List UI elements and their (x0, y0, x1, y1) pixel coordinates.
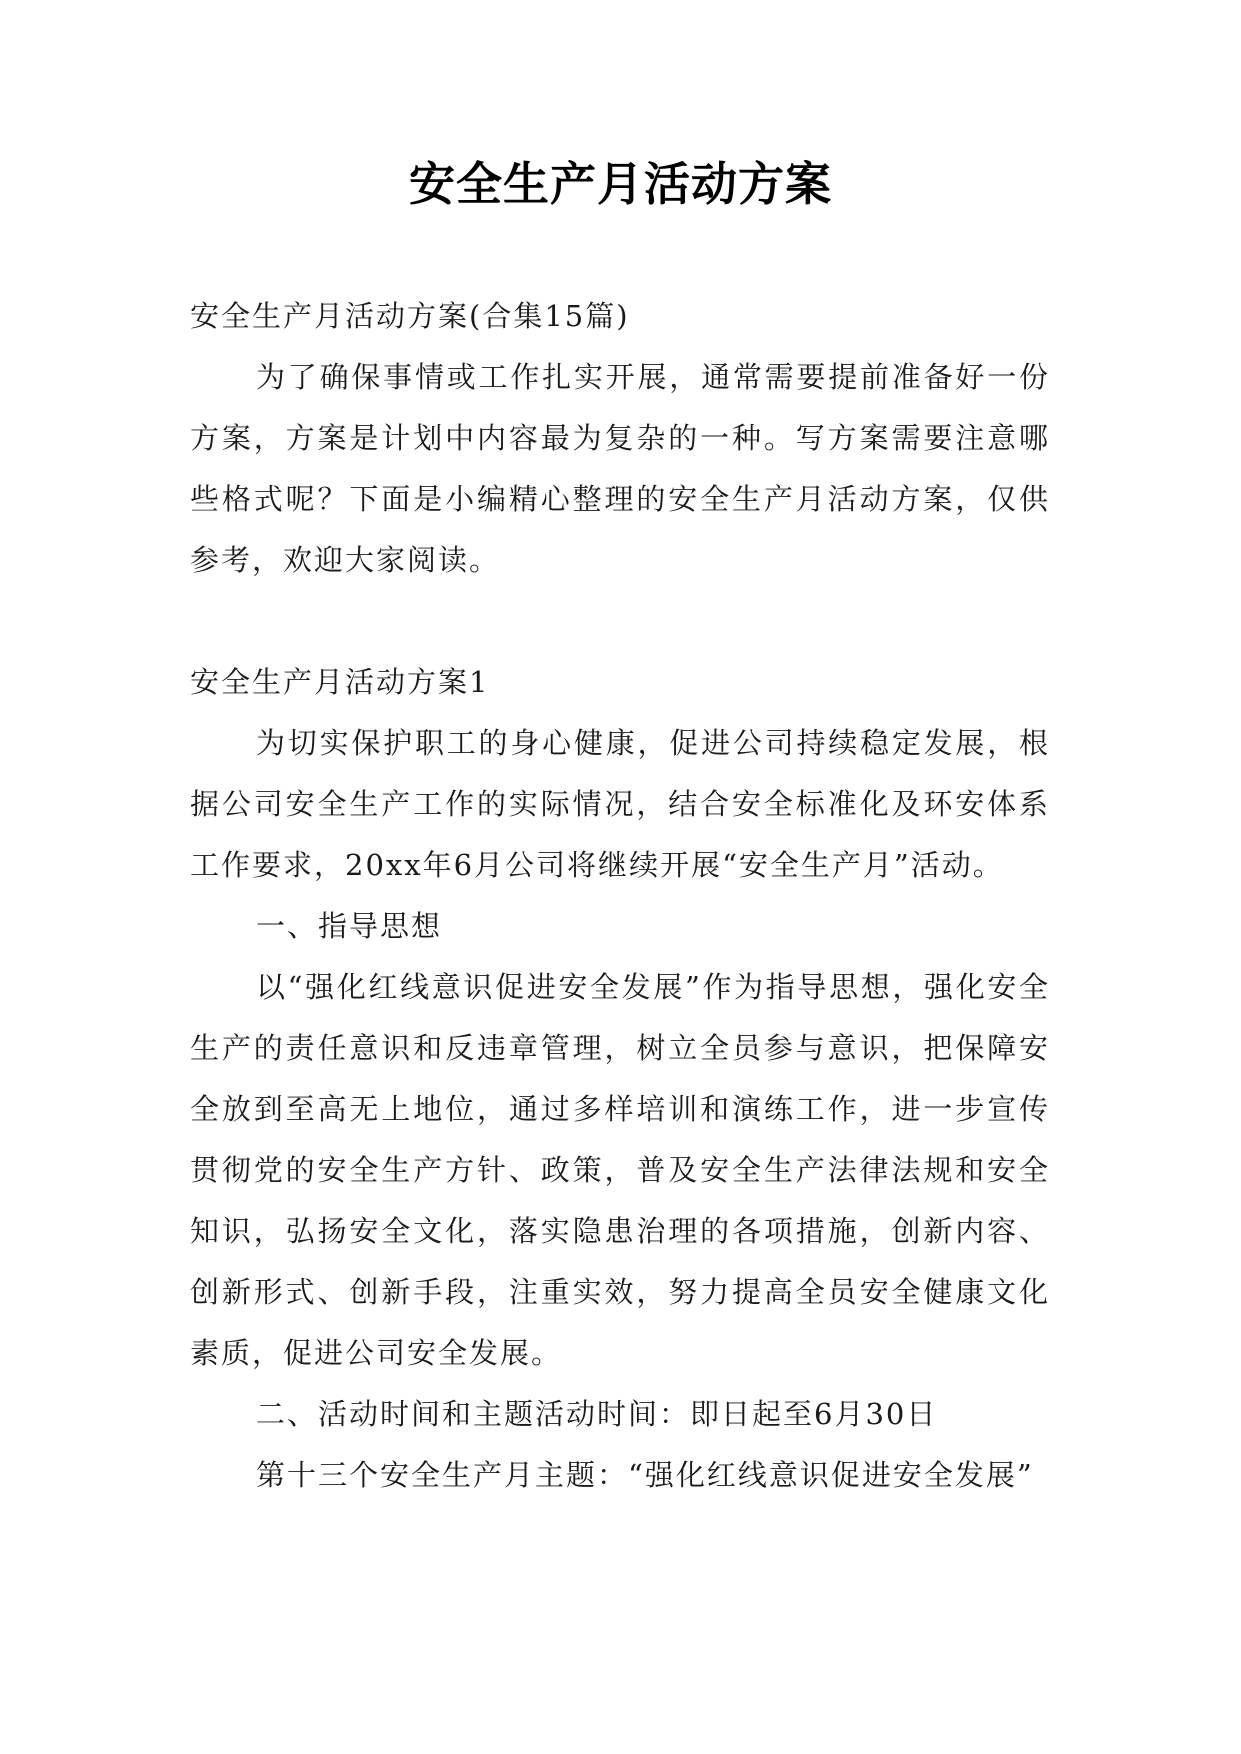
document-body (190, 286, 1050, 1506)
collection-heading: 安全生产月活动方案(合集15篇) (190, 299, 630, 333)
subheading-activity-time: 二、活动时间和主题活动时间：即日起至6月30日 (256, 1397, 938, 1431)
body-paragraph: 以“强化红线意识促进安全发展”作为指导思想，强化安全生产的责任意识和反违章管理，树立全员参与意识，把保障安全放到至高无上地位，通过多样培训和演练工作，进一步宣传贯彻党的安全生产方针、政策，普及安全生产法律法规和安全知识，弘扬安全文化，落实隐患治理的各项措施，创新内容、创新形式、创新手段，注重实效，努力提高全员安全健康文化素质，促进公司安全发展。 (190, 970, 1050, 1370)
intro-paragraph: 为了确保事情或工作扎实开展，通常需要提前准备好一份方案，方案是计划中内容最为复杂的一种。写方案需要注意哪些格式呢？下面是小编精心整理的安全生产月活动方案，仅供参考，欢迎大家阅读。 (190, 360, 1050, 577)
body-paragraph: 为切实保护职工的身心健康，促进公司持续稳定发展，根据公司安全生产工作的实际情况，结合安全标准化及环安体系工作要求，20xx年6月公司将继续开展“安全生产月”活动。 (190, 726, 1050, 882)
document-title: 安全生产月活动方案 (409, 157, 832, 211)
subheading-guiding-ideology: 一、指导思想 (256, 909, 443, 943)
body-paragraph: 第十三个安全生产月主题：“强化红线意识促进安全发展” (256, 1458, 1034, 1492)
section-heading: 安全生产月活动方案1 (190, 665, 490, 699)
